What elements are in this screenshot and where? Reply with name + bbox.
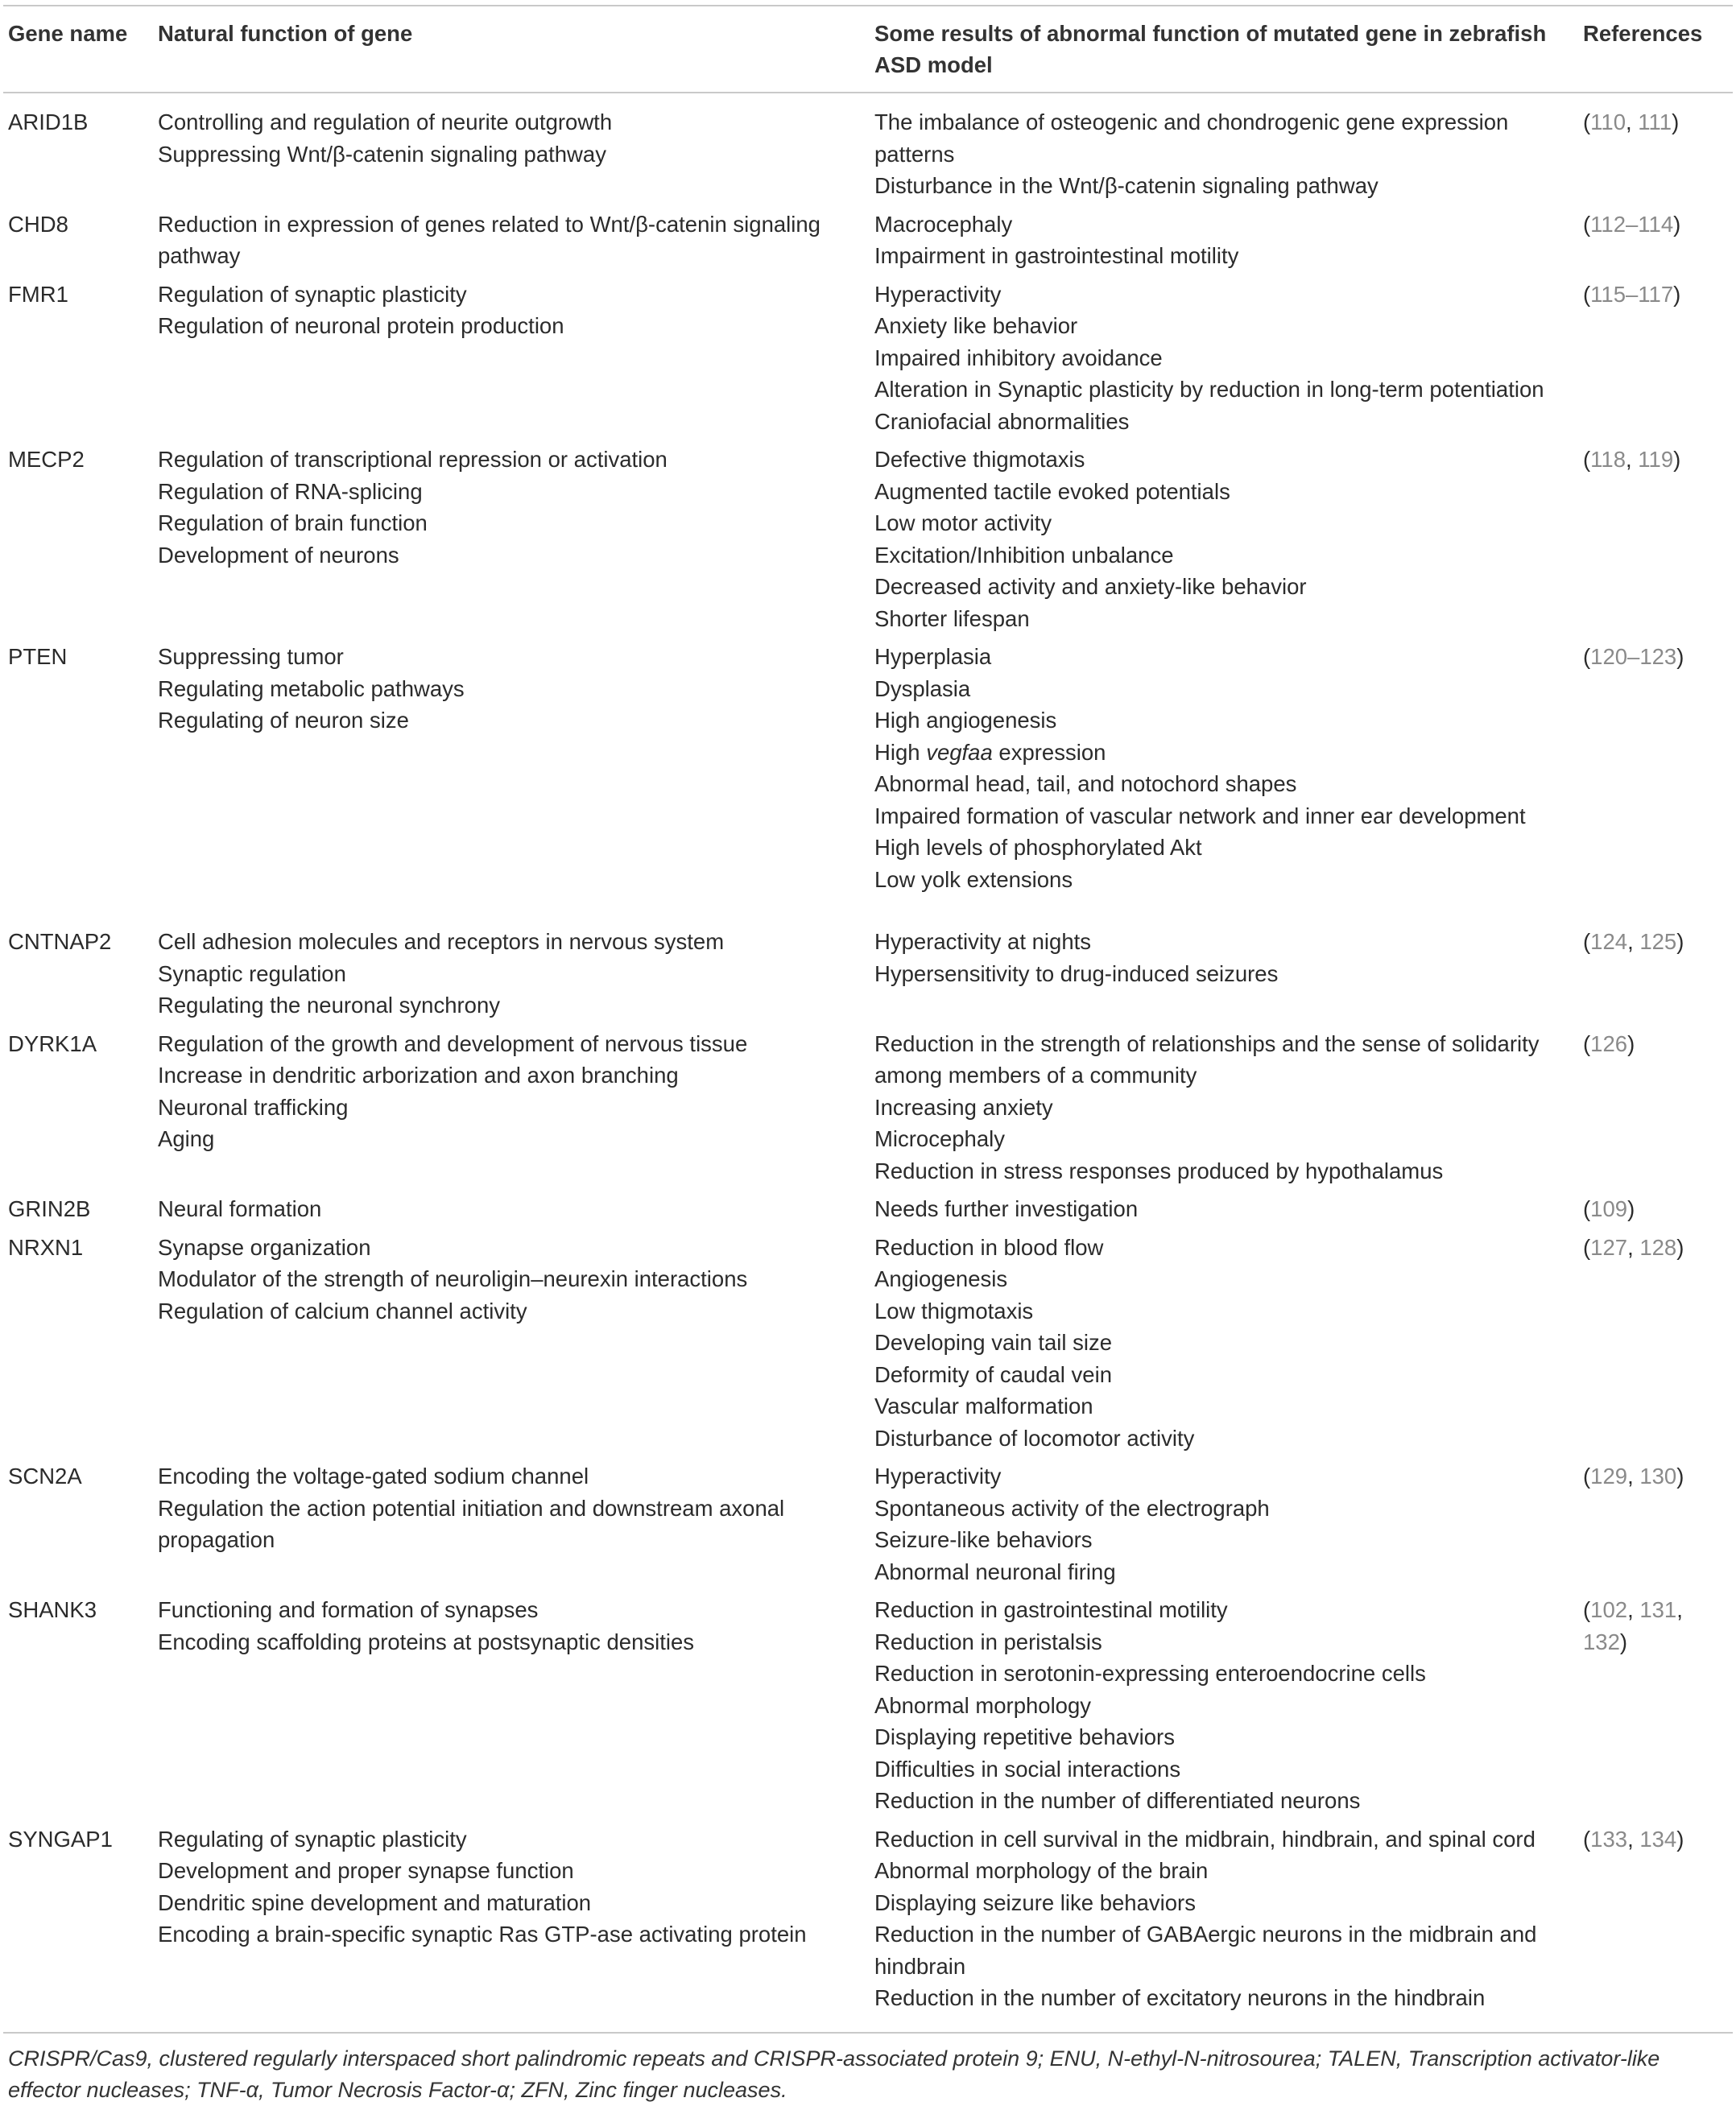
abnormal-line: Reduction in the number of differentiated neurons bbox=[874, 1788, 1361, 1813]
reference-link[interactable]: 118 bbox=[1590, 447, 1626, 472]
abnormal-function-cell bbox=[870, 1028, 1578, 1194]
abnormal-line: Anxiety like behavior bbox=[874, 313, 1078, 338]
abnormal-line: Abnormal neuronal firing bbox=[874, 1559, 1116, 1584]
function-line: Regulating the neuronal synchrony bbox=[158, 993, 501, 1018]
table-row bbox=[3, 1594, 1733, 1823]
natural-function-cell bbox=[153, 209, 870, 279]
gene-name-cell: CNTNAP2 bbox=[8, 929, 112, 954]
abnormal-line: Reduction in stress responses produced by hypothalamus bbox=[874, 1158, 1444, 1183]
references-cell: (124, 125) bbox=[1583, 929, 1684, 954]
natural-function-cell bbox=[153, 93, 870, 209]
abnormal-line: Impaired formation of vascular network and inner ear development bbox=[874, 803, 1526, 828]
table-row bbox=[3, 444, 1733, 641]
abnormal-line: Developing vain tail size bbox=[874, 1330, 1113, 1355]
abnormal-function-cell bbox=[870, 444, 1578, 641]
header-natural-function: Natural function of gene bbox=[158, 21, 413, 46]
reference-link[interactable]: 125 bbox=[1639, 929, 1677, 954]
table-row bbox=[3, 641, 1733, 902]
abnormal-line: Reduction in cell survival in the midbrain, hindbrain, and spinal cord bbox=[874, 1826, 1536, 1852]
header-abnormal-function: Some results of abnormal function of mutated gene in zebrafish ASD model bbox=[874, 21, 1547, 77]
abnormal-line: Reduction in blood flow bbox=[874, 1234, 1104, 1260]
abnormal-function-cell bbox=[870, 1594, 1578, 1823]
header-row bbox=[3, 6, 1733, 93]
references-cell: (109) bbox=[1583, 1196, 1635, 1221]
gene-name-cell: GRIN2B bbox=[8, 1196, 91, 1221]
gene-name-cell: MECP2 bbox=[8, 447, 85, 472]
reference-link[interactable]: 124 bbox=[1590, 929, 1628, 954]
abnormal-line: Deformity of caudal vein bbox=[874, 1361, 1112, 1387]
table-body bbox=[3, 93, 1733, 2027]
function-line: Increase in dendritic arborization and axon branching bbox=[158, 1063, 679, 1088]
abnormal-line: Macrocephaly bbox=[874, 211, 1013, 237]
reference-link[interactable]: 110 bbox=[1590, 109, 1626, 134]
table-row bbox=[3, 279, 1733, 444]
reference-link[interactable]: 109 bbox=[1590, 1196, 1628, 1221]
function-line: Encoding the voltage-gated sodium channel bbox=[158, 1464, 589, 1489]
reference-link[interactable]: 102 bbox=[1590, 1597, 1628, 1622]
abnormal-line: Microcephaly bbox=[874, 1126, 1006, 1151]
function-line: Controlling and regulation of neurite outgrowth bbox=[158, 109, 613, 134]
abnormal-line: Shorter lifespan bbox=[874, 605, 1030, 631]
gene-name-cell: CHD8 bbox=[8, 211, 68, 237]
abnormal-line: Reduction in gastrointestinal motility bbox=[874, 1597, 1228, 1622]
header-references: References bbox=[1583, 21, 1703, 46]
function-line: Regulation of transcriptional repression or activation bbox=[158, 447, 668, 472]
abnormal-line: Displaying seizure like behaviors bbox=[874, 1889, 1196, 1915]
abnormal-line: Augmented tactile evoked potentials bbox=[874, 478, 1230, 504]
function-line: Regulating metabolic pathways bbox=[158, 675, 465, 701]
abnormal-line: High vegfaa expression bbox=[874, 739, 1106, 765]
function-line: Encoding scaffolding proteins at postsynaptic densities bbox=[158, 1629, 695, 1654]
abnormal-function-cell bbox=[870, 93, 1578, 209]
abnormal-line: Low thigmotaxis bbox=[874, 1298, 1034, 1323]
natural-function-cell bbox=[153, 1594, 870, 1823]
references-cell: (112–114) bbox=[1583, 211, 1681, 237]
natural-function-cell bbox=[153, 1460, 870, 1594]
abnormal-function-cell bbox=[870, 1823, 1578, 2027]
abnormal-line: Dysplasia bbox=[874, 675, 971, 701]
abnormal-line: Abnormal morphology bbox=[874, 1692, 1092, 1718]
abnormal-line: Disturbance in the Wnt/β-catenin signaling pathway bbox=[874, 173, 1378, 198]
references-cell: (133, 134) bbox=[1583, 1826, 1684, 1852]
abnormal-function-cell bbox=[870, 1232, 1578, 1461]
function-line: Encoding a brain-specific synaptic Ras GTP-ase activating protein bbox=[158, 1922, 807, 1947]
references-cell: (126) bbox=[1583, 1030, 1635, 1056]
gene-name-cell: DYRK1A bbox=[8, 1030, 97, 1056]
abnormal-line: Displaying repetitive behaviors bbox=[874, 1724, 1175, 1749]
reference-link[interactable]: 120–123 bbox=[1590, 644, 1677, 669]
function-line: Suppressing Wnt/β-catenin signaling pathway bbox=[158, 141, 606, 167]
abnormal-function-cell bbox=[870, 209, 1578, 279]
natural-function-cell bbox=[153, 1193, 870, 1232]
reference-link[interactable]: 133 bbox=[1590, 1826, 1628, 1852]
abnormal-function-cell bbox=[870, 1193, 1578, 1232]
natural-function-cell bbox=[153, 1028, 870, 1194]
gene-name-cell: SHANK3 bbox=[8, 1597, 97, 1622]
abnormal-line: Reduction in serotonin-expressing enteroendocrine cells bbox=[874, 1661, 1426, 1686]
function-line: Synaptic regulation bbox=[158, 960, 346, 986]
table-row bbox=[3, 93, 1733, 209]
function-line: Reduction in expression of genes related to Wnt/β-catenin signaling pathway bbox=[158, 211, 820, 268]
abnormal-line: Low motor activity bbox=[874, 510, 1052, 535]
abnormal-line: Reduction in the number of excitatory neurons in the hindbrain bbox=[874, 1985, 1486, 2010]
abnormal-line: Difficulties in social interactions bbox=[874, 1756, 1181, 1782]
abnormal-line: Hyperactivity bbox=[874, 1464, 1002, 1489]
abnormal-line: Impaired inhibitory avoidance bbox=[874, 345, 1163, 370]
function-line: Regulation of brain function bbox=[158, 510, 428, 535]
references-cell: (118, 119) bbox=[1583, 447, 1681, 472]
function-line: Regulating of neuron size bbox=[158, 708, 409, 733]
function-line: Regulation of RNA-splicing bbox=[158, 478, 423, 504]
reference-link[interactable]: 134 bbox=[1639, 1826, 1677, 1852]
row-spacer bbox=[3, 902, 1733, 926]
references-cell: (129, 130) bbox=[1583, 1464, 1684, 1489]
gene-name-cell: FMR1 bbox=[8, 281, 68, 307]
abnormal-line: Spontaneous activity of the electrograph bbox=[874, 1495, 1270, 1521]
function-line: Functioning and formation of synapses bbox=[158, 1597, 539, 1622]
function-line: Regulation of neuronal protein production bbox=[158, 313, 564, 338]
function-line: Development and proper synapse function bbox=[158, 1858, 574, 1883]
abnormal-line: Abnormal head, tail, and notochord shapes bbox=[874, 771, 1297, 796]
abnormal-line: Hypersensitivity to drug-induced seizures bbox=[874, 960, 1279, 986]
gene-name-cell: PTEN bbox=[8, 644, 68, 669]
abnormal-line: Vascular malformation bbox=[874, 1394, 1093, 1418]
reference-link[interactable]: 111 bbox=[1638, 109, 1672, 134]
table-row bbox=[3, 1823, 1733, 2027]
abnormal-line: Low yolk extensions bbox=[874, 866, 1073, 892]
references-cell: (110, 111) bbox=[1583, 109, 1680, 134]
table-row bbox=[3, 1028, 1733, 1194]
natural-function-cell bbox=[153, 279, 870, 444]
function-line: Regulating of synaptic plasticity bbox=[158, 1826, 467, 1852]
reference-link[interactable]: 127 bbox=[1590, 1234, 1628, 1260]
references-cell: (120–123) bbox=[1583, 644, 1684, 669]
gene-name-cell: SYNGAP1 bbox=[8, 1826, 113, 1852]
table-footnote: CRISPR/Cas9, clustered regularly interspaced short palindromic repeats and CRISPR-associated protein 9; ENU, N-ethyl-N-nitrosourea; TALEN, Transcription activator-like effector nucleases; TNF-α, Tumor Necrosis Factor-α; ZFN, Zinc finger nucleases. bbox=[3, 2032, 1733, 2106]
gene-name-cell: SCN2A bbox=[8, 1464, 82, 1489]
table-row bbox=[3, 209, 1733, 279]
abnormal-line: Hyperactivity at nights bbox=[874, 929, 1091, 954]
abnormal-line: Craniofacial abnormalities bbox=[874, 408, 1130, 434]
reference-link[interactable]: 128 bbox=[1639, 1234, 1677, 1260]
abnormal-function-cell bbox=[870, 926, 1578, 1028]
abnormal-function-cell bbox=[870, 641, 1578, 902]
function-line: Dendritic spine development and maturation bbox=[158, 1889, 592, 1915]
function-line: Aging bbox=[158, 1126, 215, 1151]
reference-link[interactable]: 130 bbox=[1639, 1464, 1677, 1489]
function-line: Regulation of calcium channel activity bbox=[158, 1298, 527, 1323]
gene-symbol-italic: vegfaa bbox=[926, 739, 993, 765]
abnormal-line: Disturbance of locomotor activity bbox=[874, 1425, 1195, 1451]
references-cell: (102, 131, 132) bbox=[1583, 1597, 1683, 1654]
abnormal-line: High angiogenesis bbox=[874, 708, 1057, 733]
abnormal-function-cell bbox=[870, 1460, 1578, 1594]
function-line: Neural formation bbox=[158, 1196, 322, 1221]
reference-link[interactable]: 119 bbox=[1638, 447, 1674, 472]
abnormal-line: The imbalance of osteogenic and chondrogenic gene expression patterns bbox=[874, 109, 1509, 167]
natural-function-cell bbox=[153, 641, 870, 902]
references-cell: (127, 128) bbox=[1583, 1234, 1684, 1260]
function-line: Regulation the action potential initiation and downstream axonal propagation bbox=[158, 1495, 785, 1552]
abnormal-line: Reduction in peristalsis bbox=[874, 1629, 1102, 1654]
abnormal-line: Abnormal morphology of the brain bbox=[874, 1858, 1209, 1883]
table-row bbox=[3, 1232, 1733, 1461]
abnormal-line: Seizure-like behaviors bbox=[874, 1527, 1093, 1552]
abnormal-line: Hyperactivity bbox=[874, 281, 1002, 307]
abnormal-line: Defective thigmotaxis bbox=[874, 447, 1085, 472]
reference-link[interactable]: 131 bbox=[1639, 1597, 1677, 1622]
function-line: Neuronal trafficking bbox=[158, 1094, 349, 1120]
table-header bbox=[3, 6, 1733, 93]
abnormal-line: High levels of phosphorylated Akt bbox=[874, 835, 1202, 860]
abnormal-line: Impairment in gastrointestinal motility bbox=[874, 243, 1239, 268]
abnormal-line: Excitation/Inhibition unbalance bbox=[874, 542, 1174, 568]
reference-link[interactable]: 115–117 bbox=[1590, 281, 1674, 307]
abnormal-line: Alteration in Synaptic plasticity by reduction in long-term potentiation bbox=[874, 377, 1544, 402]
header-gene-name: Gene name bbox=[8, 21, 128, 46]
natural-function-cell bbox=[153, 1232, 870, 1461]
row-spacer-cell bbox=[3, 902, 1733, 926]
table-row bbox=[3, 1193, 1733, 1232]
abnormal-line: Needs further investigation bbox=[874, 1196, 1139, 1221]
reference-link[interactable]: 112–114 bbox=[1590, 211, 1674, 237]
function-line: Modulator of the strength of neuroligin–neurexin interactions bbox=[158, 1266, 748, 1291]
abnormal-line: Decreased activity and anxiety-like behavior bbox=[874, 574, 1307, 599]
function-line: Synapse organization bbox=[158, 1234, 371, 1260]
abnormal-line: Reduction in the strength of relationships and the sense of solidarity among members of a community bbox=[874, 1030, 1540, 1088]
reference-link[interactable]: 126 bbox=[1590, 1030, 1628, 1056]
natural-function-cell bbox=[153, 926, 870, 1028]
abnormal-function-cell bbox=[870, 279, 1578, 444]
function-line: Regulation of synaptic plasticity bbox=[158, 281, 467, 307]
table-row bbox=[3, 926, 1733, 1028]
references-cell: (115–117) bbox=[1583, 281, 1681, 307]
abnormal-line: Hyperplasia bbox=[874, 644, 992, 669]
table-row bbox=[3, 1460, 1733, 1594]
natural-function-cell bbox=[153, 1823, 870, 2027]
gene-table bbox=[3, 5, 1733, 2027]
reference-link[interactable]: 132 bbox=[1583, 1629, 1620, 1654]
natural-function-cell bbox=[153, 444, 870, 641]
function-line: Cell adhesion molecules and receptors in nervous system bbox=[158, 929, 725, 954]
abnormal-line: Angiogenesis bbox=[874, 1266, 1008, 1291]
abnormal-line: Reduction in the number of GABAergic neurons in the midbrain and hindbrain bbox=[874, 1922, 1537, 1979]
gene-name-cell: ARID1B bbox=[8, 109, 89, 134]
reference-link[interactable]: 129 bbox=[1590, 1464, 1628, 1489]
function-line: Regulation of the growth and development of nervous tissue bbox=[158, 1030, 748, 1056]
function-line: Development of neurons bbox=[158, 542, 399, 568]
function-line: Suppressing tumor bbox=[158, 644, 344, 669]
gene-name-cell: NRXN1 bbox=[8, 1234, 84, 1260]
abnormal-line: Increasing anxiety bbox=[874, 1094, 1053, 1120]
